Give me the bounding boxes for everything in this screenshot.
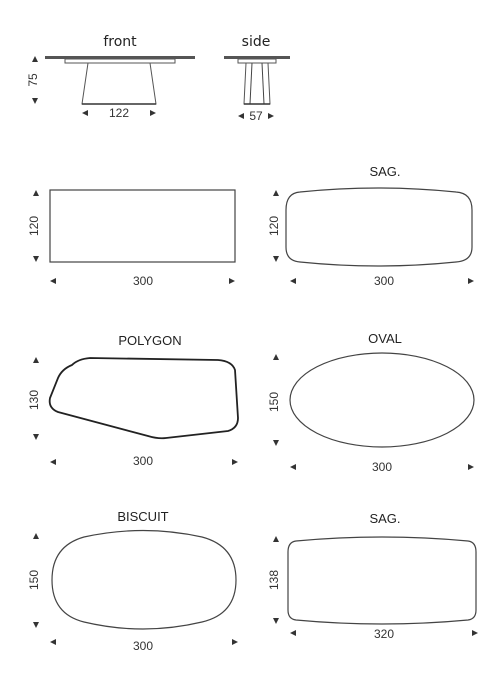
sag-1-outline	[286, 188, 472, 266]
oval-width-arrow-right	[468, 464, 474, 470]
sag-2-height-arrow-bottom	[273, 618, 279, 624]
sag-2-width-arrow-right	[472, 630, 478, 636]
polygon-width-arrow-right	[232, 459, 238, 465]
biscuit-height-arrow-bottom	[33, 622, 39, 628]
shape-sag-2	[267, 511, 478, 641]
shape-sag-1	[267, 164, 474, 288]
front-height-arrow-bottom	[32, 98, 38, 104]
sag-2-width-label: 320	[373, 627, 395, 641]
sag-2-title: SAG.	[369, 511, 401, 526]
side-apron	[238, 59, 276, 63]
biscuit-width-label: 300	[132, 639, 154, 653]
shape-biscuit	[27, 509, 238, 653]
sag-1-width-arrow-left	[290, 278, 296, 284]
oval-width-label: 300	[371, 460, 393, 474]
front-base	[82, 63, 156, 104]
side-base	[244, 63, 270, 104]
side-elevation	[224, 34, 290, 123]
sag-2-height-label: 138	[267, 569, 281, 591]
sag-2-outline	[288, 537, 476, 624]
polygon-height-label: 130	[27, 389, 41, 411]
polygon-title: POLYGON	[118, 333, 182, 348]
front-height-arrow-top	[32, 56, 38, 62]
rectangle-width-arrow-left	[50, 278, 56, 284]
rectangle-height-arrow-bottom	[33, 256, 39, 262]
polygon-width-label: 300	[132, 454, 154, 468]
front-width-arrow-left	[82, 110, 88, 116]
side-title: side	[241, 34, 271, 50]
side-width-label: 57	[249, 109, 263, 123]
side-width-arrow-right	[268, 113, 274, 119]
side-width-arrow-left	[238, 113, 244, 119]
rectangle-outline	[50, 190, 235, 262]
rectangle-height-label: 120	[27, 215, 41, 237]
front-apron	[65, 59, 175, 63]
biscuit-height-arrow-top	[33, 533, 39, 539]
polygon-outline	[50, 358, 238, 438]
polygon-height-arrow-top	[33, 357, 39, 363]
oval-height-arrow-bottom	[273, 440, 279, 446]
oval-outline	[290, 353, 474, 447]
biscuit-title: BISCUIT	[117, 509, 169, 524]
biscuit-width-arrow-right	[232, 639, 238, 645]
shape-oval	[267, 331, 474, 474]
sag-1-width-arrow-right	[468, 278, 474, 284]
shape-rectangle	[27, 190, 235, 288]
front-title: front	[103, 34, 137, 50]
biscuit-width-arrow-left	[50, 639, 56, 645]
front-width-arrow-right	[150, 110, 156, 116]
shape-polygon	[27, 333, 238, 468]
oval-width-arrow-left	[290, 464, 296, 470]
oval-height-label: 150	[267, 391, 281, 413]
front-elevation	[26, 34, 195, 120]
sag-1-height-label: 120	[267, 215, 281, 237]
rectangle-height-arrow-top	[33, 190, 39, 196]
rectangle-width-arrow-right	[229, 278, 235, 284]
biscuit-height-label: 150	[27, 569, 41, 591]
sag-1-title: SAG.	[369, 164, 401, 179]
polygon-width-arrow-left	[50, 459, 56, 465]
oval-title: OVAL	[368, 331, 402, 346]
sag-1-height-arrow-top	[273, 190, 279, 196]
biscuit-outline	[52, 531, 236, 630]
rectangle-width-label: 300	[132, 274, 154, 288]
sag-1-width-label: 300	[373, 274, 395, 288]
sag-2-height-arrow-top	[273, 536, 279, 542]
polygon-height-arrow-bottom	[33, 434, 39, 440]
sag-2-width-arrow-left	[290, 630, 296, 636]
front-height-label: 75	[26, 73, 40, 87]
oval-height-arrow-top	[273, 354, 279, 360]
sag-1-height-arrow-bottom	[273, 256, 279, 262]
front-width-label: 122	[108, 106, 130, 120]
